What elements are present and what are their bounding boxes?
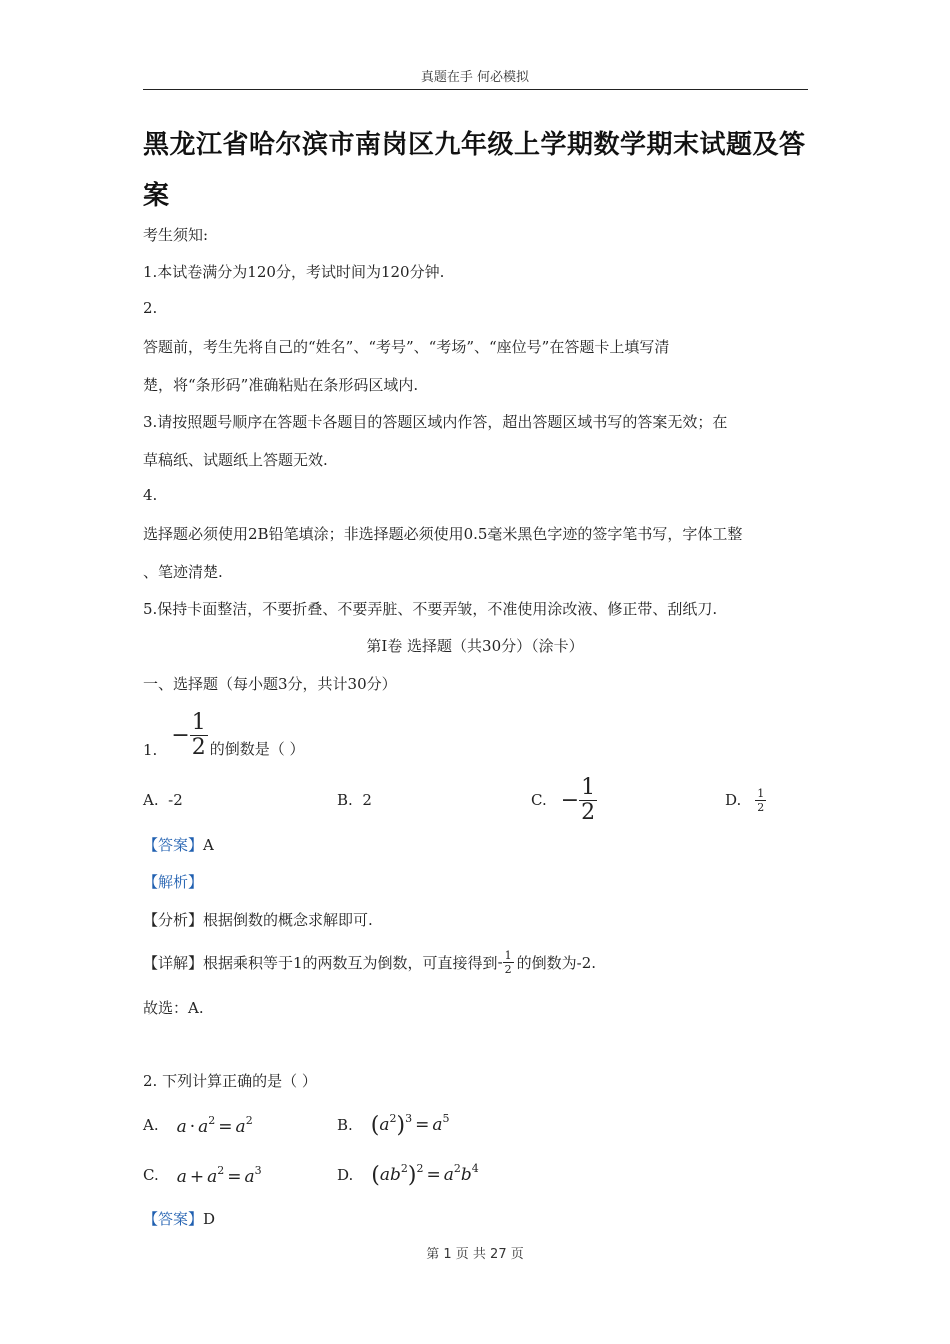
op: = bbox=[218, 1116, 233, 1137]
fraction bbox=[503, 950, 514, 975]
math-expression bbox=[177, 1164, 262, 1187]
answer-value: D bbox=[203, 1210, 216, 1228]
option-value: -2 bbox=[168, 791, 183, 809]
fraction-denominator: 2 bbox=[581, 799, 596, 825]
op: + bbox=[189, 1166, 205, 1187]
exp: 2 bbox=[208, 1113, 216, 1127]
fraction bbox=[190, 712, 208, 759]
exp: 4 bbox=[471, 1162, 479, 1175]
option-label: C. bbox=[531, 791, 547, 809]
question-1-stem bbox=[143, 712, 305, 762]
option-label: B. bbox=[337, 791, 353, 809]
fraction-numerator: 1 bbox=[581, 774, 596, 800]
option-value: 2 bbox=[362, 791, 372, 809]
notice-item-4-line1: 选择题必须使用2B铅笔填涂；非选择题必须使用0.5毫米黑色字迹的签字笔书写，字体工整 bbox=[143, 525, 743, 543]
q2-option-a bbox=[143, 1110, 253, 1140]
option-label: C. bbox=[143, 1166, 159, 1184]
q1-fenxi bbox=[143, 909, 373, 930]
exp: 3 bbox=[405, 1112, 413, 1125]
math-expression bbox=[177, 1114, 253, 1137]
fenxi-tag: 【分析】 bbox=[143, 911, 204, 929]
q1-answer bbox=[143, 834, 214, 855]
volume-title: 第I卷 选择题（共30分）（涂卡） bbox=[366, 637, 584, 655]
notice-item-2-line1: 答题前，考生先将自己的“姓名”、“考号”、“考场”、“座位号”在答题卡上填写清 bbox=[143, 338, 670, 356]
q1-detail bbox=[143, 944, 596, 980]
fraction-denominator: 2 bbox=[757, 800, 765, 814]
option-label: A. bbox=[143, 791, 159, 809]
notice-item-2-number: 2. bbox=[143, 299, 158, 317]
question-1-fraction bbox=[171, 712, 207, 759]
fraction-numerator: 1 bbox=[191, 710, 206, 735]
exp: 5 bbox=[442, 1112, 450, 1125]
var: a bbox=[235, 1116, 246, 1137]
q2-option-c bbox=[143, 1160, 262, 1190]
notice-item-4-line2: 、笔迹清楚. bbox=[143, 563, 223, 581]
q1-choose: 故选：A. bbox=[143, 999, 204, 1017]
detail-text-end: 的倒数为-2. bbox=[516, 953, 597, 972]
op: · bbox=[189, 1116, 196, 1137]
notice-item-4-number: 4. bbox=[143, 486, 158, 504]
question-2-stem: 2. 下列计算正确的是（ ） bbox=[143, 1072, 317, 1090]
op: = bbox=[227, 1166, 242, 1187]
detail-text: 根据乘积等于1的两数互为倒数，可直接得到 bbox=[203, 953, 498, 972]
var: b bbox=[460, 1165, 472, 1185]
notice-item-2-line2: 楚，将“条形码”准确粘贴在条形码区域内. bbox=[143, 376, 419, 394]
header-divider bbox=[143, 89, 808, 90]
q1-option-a bbox=[143, 791, 183, 809]
paren: ( bbox=[370, 1113, 380, 1138]
notice-item-1: 1.本试卷满分为120分，考试时间为120分钟. bbox=[143, 263, 445, 281]
document-title-line1: 黑龙江省哈尔滨市南岗区九年级上学期数学期末试题及答 bbox=[143, 130, 806, 160]
fraction-denominator: 2 bbox=[191, 735, 206, 760]
fenxi-text: 根据倒数的概念求解即可. bbox=[203, 911, 373, 929]
fraction bbox=[755, 788, 766, 813]
option-label: A. bbox=[143, 1116, 159, 1134]
exp: 2 bbox=[453, 1162, 461, 1175]
var: b bbox=[390, 1165, 401, 1185]
notice-item-5: 5.保持卡面整洁，不要折叠、不要弄脏、不要弄皱，不准使用涂改液、修正带、刮纸刀. bbox=[143, 600, 718, 618]
exp: 2 bbox=[389, 1112, 397, 1125]
section-title: 一、选择题（每小题3分，共计30分） bbox=[143, 675, 397, 693]
page-footer: 第 1 页 共 27 页 bbox=[426, 1247, 524, 1262]
page-header: 真题在手 何必模拟 bbox=[420, 70, 530, 85]
op: = bbox=[426, 1165, 441, 1185]
exp: 2 bbox=[400, 1162, 408, 1175]
option-label: D. bbox=[725, 791, 742, 809]
fraction-sign: − bbox=[171, 723, 190, 748]
exp: 2 bbox=[416, 1162, 424, 1175]
q2-option-d bbox=[337, 1158, 479, 1192]
var: a bbox=[443, 1165, 454, 1185]
answer-value: A bbox=[203, 836, 214, 854]
op: = bbox=[415, 1115, 430, 1135]
exp: 2 bbox=[245, 1113, 253, 1127]
question-1-number: 1. bbox=[143, 741, 158, 759]
q1-option-d bbox=[725, 785, 766, 815]
answer-tag: 【答案】 bbox=[143, 1210, 204, 1228]
fraction-sign: - bbox=[497, 953, 503, 971]
paren: ( bbox=[371, 1163, 380, 1188]
var: a bbox=[432, 1115, 443, 1135]
option-label: B. bbox=[337, 1116, 353, 1134]
q2-answer bbox=[143, 1208, 215, 1229]
exp: 3 bbox=[254, 1163, 262, 1177]
var: a bbox=[379, 1115, 390, 1135]
detail-tag: 【详解】 bbox=[143, 953, 204, 972]
var: a bbox=[176, 1166, 187, 1187]
question-1-text: 的倒数是（ ） bbox=[209, 740, 305, 758]
option-label: D. bbox=[337, 1166, 354, 1184]
notice-item-3-line2: 草稿纸、试题纸上答题无效. bbox=[143, 451, 328, 469]
q1-option-b bbox=[337, 791, 372, 809]
var: a bbox=[176, 1116, 187, 1137]
document-title-line2: 案 bbox=[143, 181, 170, 211]
fraction-numerator: 1 bbox=[504, 948, 512, 962]
var: a bbox=[379, 1165, 390, 1185]
fraction-denominator: 2 bbox=[504, 962, 512, 976]
q2-option-b bbox=[337, 1108, 450, 1142]
q1-analysis-tag: 【解析】 bbox=[143, 873, 204, 891]
q1-option-c bbox=[531, 775, 597, 825]
notice-item-3-line1: 3.请按照题号顺序在答题卡各题目的答题区域内作答，超出答题区域书写的答案无效；在 bbox=[143, 413, 728, 431]
var: a bbox=[244, 1166, 255, 1187]
fraction-sign: − bbox=[560, 787, 580, 813]
paren: ) bbox=[396, 1113, 406, 1138]
notice-heading: 考生须知: bbox=[143, 226, 209, 244]
paren: ) bbox=[407, 1163, 417, 1188]
answer-tag: 【答案】 bbox=[143, 836, 204, 854]
fraction bbox=[579, 774, 597, 825]
var: a bbox=[207, 1166, 218, 1187]
fraction-numerator: 1 bbox=[757, 786, 765, 800]
var: a bbox=[198, 1116, 209, 1137]
math-expression bbox=[371, 1112, 450, 1138]
exp: 2 bbox=[217, 1163, 225, 1177]
math-expression bbox=[371, 1162, 479, 1188]
